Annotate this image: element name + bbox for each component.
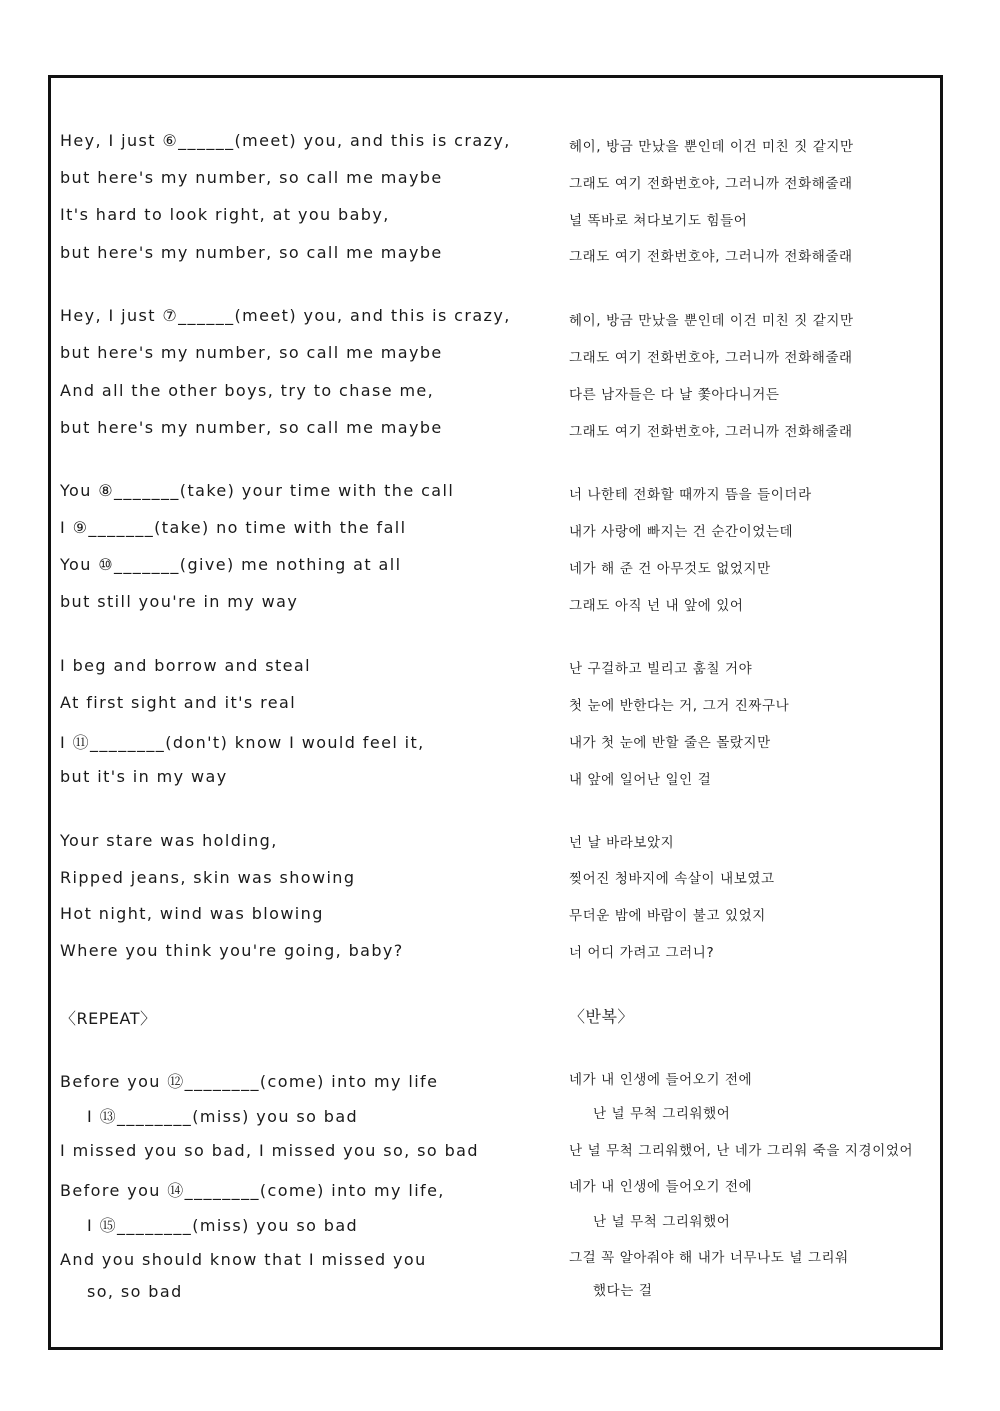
lyric-line: but here's my number, so call me maybe xyxy=(60,418,443,437)
lyric-line: but here's my number, so call me maybe xyxy=(60,168,443,187)
lyric-line: Before you ⑫________(come) into my life xyxy=(60,1072,439,1091)
lyric-line: Where you think you're going, baby? xyxy=(60,941,404,960)
translation-line: 내가 첫 눈에 반할 줄은 몰랐지만 xyxy=(569,735,771,751)
translation-line: 그래도 여기 전화번호야, 그러니까 전화해줄래 xyxy=(569,176,853,192)
lyric-line: At first sight and it's real xyxy=(60,693,297,712)
lyric-line: Hey, I just ⑥______(meet) you, and this is crazy, xyxy=(60,131,511,150)
translation-line: 너 어디 가려고 그러니? xyxy=(569,945,715,961)
translation-line: 네가 내 인생에 들어오기 전에 xyxy=(569,1072,753,1088)
translation-line: 내 앞에 일어난 일인 걸 xyxy=(569,772,712,788)
translation-line: 그래도 여기 전화번호야, 그러니까 전화해줄래 xyxy=(569,249,853,265)
lyric-line: You ⑧_______(take) your time with the call xyxy=(60,481,455,500)
lyric-line: but it's in my way xyxy=(60,767,228,786)
translation-line: 그걸 꼭 알아줘야 해 내가 너무나도 널 그리워 xyxy=(569,1250,849,1266)
translation-line: 내가 사랑에 빠지는 건 순간이었는데 xyxy=(569,524,794,540)
translation-line: 난 널 무척 그리워했어 xyxy=(593,1214,731,1230)
translation-line: 그래도 여기 전화번호야, 그러니까 전화해줄래 xyxy=(569,424,853,440)
translation-line: 그래도 여기 전화번호야, 그러니까 전화해줄래 xyxy=(569,350,853,366)
lyric-line: but still you're in my way xyxy=(60,592,299,611)
translation-line: 찢어진 청바지에 속살이 내보였고 xyxy=(569,871,775,887)
lyric-line: I ⑬________(miss) you so bad xyxy=(87,1107,359,1126)
lyric-line: I beg and borrow and steal xyxy=(60,656,311,675)
lyric-line: I ⑨_______(take) no time with the fall xyxy=(60,518,407,537)
translation-line: 다른 남자들은 다 날 쫓아다니거든 xyxy=(569,387,780,403)
translation-line: 헤이, 방금 만났을 뿐인데 이건 미친 짓 같지만 xyxy=(569,313,854,329)
lyric-line: so, so bad xyxy=(87,1282,183,1301)
lyric-line: Your stare was holding, xyxy=(60,831,278,850)
lyric-line: And all the other boys, try to chase me, xyxy=(60,381,435,400)
lyric-line: And you should know that I missed you xyxy=(60,1250,427,1269)
translation-line: 네가 내 인생에 들어오기 전에 xyxy=(569,1179,753,1195)
translation-line: 너 나한테 전화할 때까지 뜸을 들이더라 xyxy=(569,487,812,503)
lyric-line: I ⑮________(miss) you so bad xyxy=(87,1216,359,1235)
lyric-line: Before you ⑭________(come) into my life, xyxy=(60,1181,445,1200)
translation-line: 네가 해 준 건 아무것도 없었지만 xyxy=(569,561,771,577)
translation-line: 그래도 아직 넌 내 앞에 있어 xyxy=(569,598,744,614)
translation-line: 난 구걸하고 빌리고 훔칠 거야 xyxy=(569,661,753,677)
lyric-line: but here's my number, so call me maybe xyxy=(60,243,443,262)
lyric-line: It's hard to look right, at you baby, xyxy=(60,205,390,224)
lyric-line: I ⑪________(don't) know I would feel it, xyxy=(60,733,425,752)
lyric-line: but here's my number, so call me maybe xyxy=(60,343,443,362)
translation-line: 널 똑바로 쳐다보기도 힘들어 xyxy=(569,213,748,229)
lyric-line: Hot night, wind was blowing xyxy=(60,904,324,923)
translation-line: 헤이, 방금 만났을 뿐인데 이건 미친 짓 같지만 xyxy=(569,139,854,155)
lyric-line: I missed you so bad, I missed you so, so bad xyxy=(60,1141,479,1160)
translation-line: 했다는 걸 xyxy=(593,1283,653,1299)
repeat-header-ko: 〈반복〉 xyxy=(569,1007,634,1026)
lyric-line: Hey, I just ⑦______(meet) you, and this is crazy, xyxy=(60,306,511,325)
worksheet-frame xyxy=(48,75,943,1350)
translation-line: 난 널 무척 그리워했어, 난 네가 그리워 죽을 지경이었어 xyxy=(569,1143,914,1159)
translation-line: 무더운 밤에 바람이 불고 있었지 xyxy=(569,908,766,924)
repeat-header: 〈REPEAT〉 xyxy=(60,1009,157,1028)
lyric-line: Ripped jeans, skin was showing xyxy=(60,868,356,887)
lyric-line: You ⑩_______(give) me nothing at all xyxy=(60,555,402,574)
translation-line: 넌 날 바라보았지 xyxy=(569,835,675,851)
translation-line: 난 널 무척 그리워했어 xyxy=(593,1106,731,1122)
translation-line: 첫 눈에 반한다는 거, 그거 진짜구나 xyxy=(569,698,790,714)
